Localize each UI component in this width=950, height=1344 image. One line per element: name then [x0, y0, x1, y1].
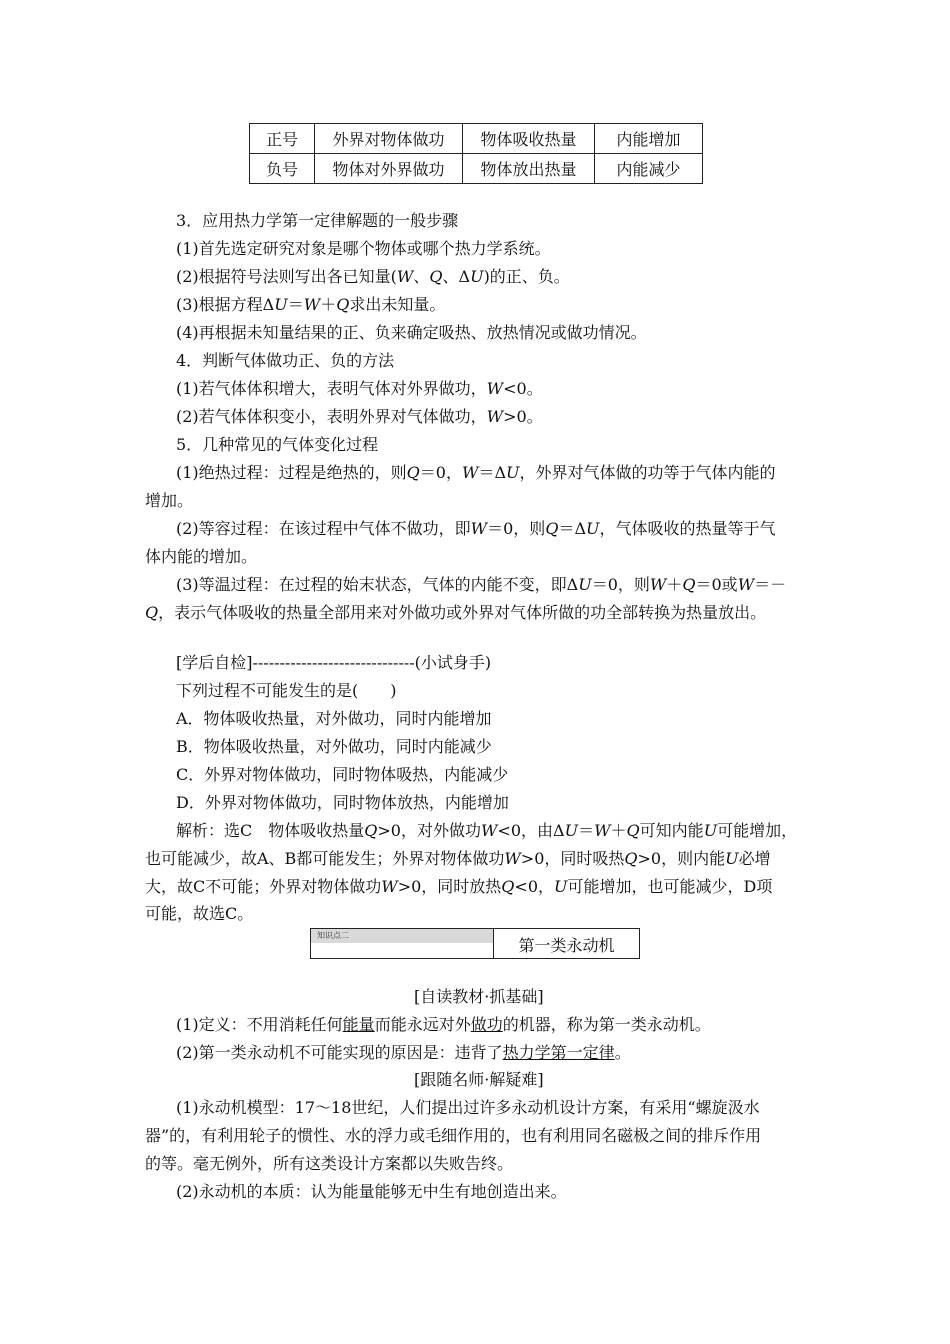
section-heading: 3．应用热力学第一定律解题的一般步骤 — [176, 211, 459, 230]
section-header: [跟随名师·解疑难] — [414, 1070, 544, 1089]
knowledge-point-title: 第一类永动机 — [518, 936, 615, 955]
paragraph: (2)永动机的本质：认为能量能够无中生有地创造出来。 — [176, 1182, 567, 1201]
answer-analysis: 可能，故选C。 — [145, 904, 254, 923]
knowledge-point-tag: 知识点二 — [311, 929, 493, 943]
answer-analysis: 也可能减少，故A、B都可能发生；外界对物体做功W>0，同时吸热Q>0，则内能U必增 — [145, 849, 771, 868]
sign-convention-table — [249, 123, 703, 184]
paragraph: 器”的，有利用轮子的惯性、水的浮力或毛细作用的，也有利用同名磁极之间的排斥作用 — [145, 1126, 762, 1145]
quiz-header: [学后自检]------------------------------(小试身手) — [176, 653, 492, 672]
paragraph: (1)首先选定研究对象是哪个物体或哪个热力学系统。 — [176, 239, 551, 258]
table-cell: 内能增加 — [595, 124, 703, 154]
paragraph: (2)等容过程：在该过程中气体不做功，即W＝0，则Q＝ΔU，气体吸收的热量等于气 — [176, 519, 776, 538]
table-cell: 负号 — [250, 154, 315, 184]
quiz-option: A．物体吸收热量，对外做功，同时内能增加 — [176, 709, 492, 728]
paragraph: (3)等温过程：在过程的始末状态，气体的内能不变，即ΔU＝0，则W＋Q＝0或W＝－ — [176, 575, 787, 594]
quiz-option: B．物体吸收热量，对外做功，同时内能减少 — [176, 737, 492, 756]
table-row — [250, 124, 703, 154]
section-header: [自读教材·抓基础] — [414, 987, 544, 1006]
paragraph: (1)若气体体积增大，表明气体对外界做功，W<0。 — [176, 379, 543, 398]
paragraph: (2)第一类永动机不可能实现的原因是：违背了热力学第一定律。 — [176, 1043, 631, 1062]
paragraph: (4)再根据未知量结果的正、负来确定吸热、放热情况或做功情况。 — [176, 323, 647, 342]
paragraph: (1)绝热过程：过程是绝热的，则Q＝0，W＝ΔU，外界对气体做的功等于气体内能的 — [176, 463, 776, 482]
paragraph: 体内能的增加。 — [145, 547, 258, 566]
quiz-option: D．外界对物体做功，同时物体放热，内能增加 — [176, 793, 509, 812]
knowledge-point-box — [310, 928, 640, 959]
table-cell: 正号 — [250, 124, 315, 154]
paragraph: (2)若气体体积变小，表明外界对气体做功，W>0。 — [176, 407, 543, 426]
section-heading: 5．几种常见的气体变化过程 — [176, 435, 379, 454]
paragraph: 的等。毫无例外，所有这类设计方案都以失败告终。 — [145, 1154, 514, 1173]
table-cell: 外界对物体做功 — [315, 124, 463, 154]
table-cell: 物体放出热量 — [463, 154, 595, 184]
table-row — [250, 154, 703, 184]
answer-analysis: 解析：选C 物体吸收热量Q>0，对外做功W<0，由ΔU＝W＋Q可知内能U可能增加， — [176, 821, 798, 840]
table-cell: 内能减少 — [595, 154, 703, 184]
paragraph: Q，表示气体吸收的热量全部用来对外做功或外界对气体所做的功全部转换为热量放出。 — [145, 603, 767, 622]
quiz-option: C．外界对物体做功，同时物体吸热，内能减少 — [176, 765, 509, 784]
quiz-question: 下列过程不可能发生的是( ) — [176, 681, 397, 700]
paragraph: (2)根据符号法则写出各已知量(W、Q、ΔU)的正、负。 — [176, 267, 570, 286]
table-cell: 物体吸收热量 — [463, 124, 595, 154]
paragraph: (1)永动机模型：17～18世纪，人们提出过许多永动机设计方案，有采用“螺旋汲水 — [176, 1098, 760, 1117]
section-heading: 4．判断气体做功正、负的方法 — [176, 351, 395, 370]
answer-analysis: 大，故C不可能；外界对物体做功W>0，同时放热Q<0，U可能增加，也可能减少，D项 — [145, 877, 773, 896]
paragraph: (1)定义：不用消耗任何能量而能永远对外做功的机器，称为第一类永动机。 — [176, 1015, 711, 1034]
paragraph: 增加。 — [145, 491, 194, 510]
paragraph: (3)根据方程ΔU＝W＋Q求出未知量。 — [176, 295, 446, 314]
table-cell: 物体对外界做功 — [315, 154, 463, 184]
